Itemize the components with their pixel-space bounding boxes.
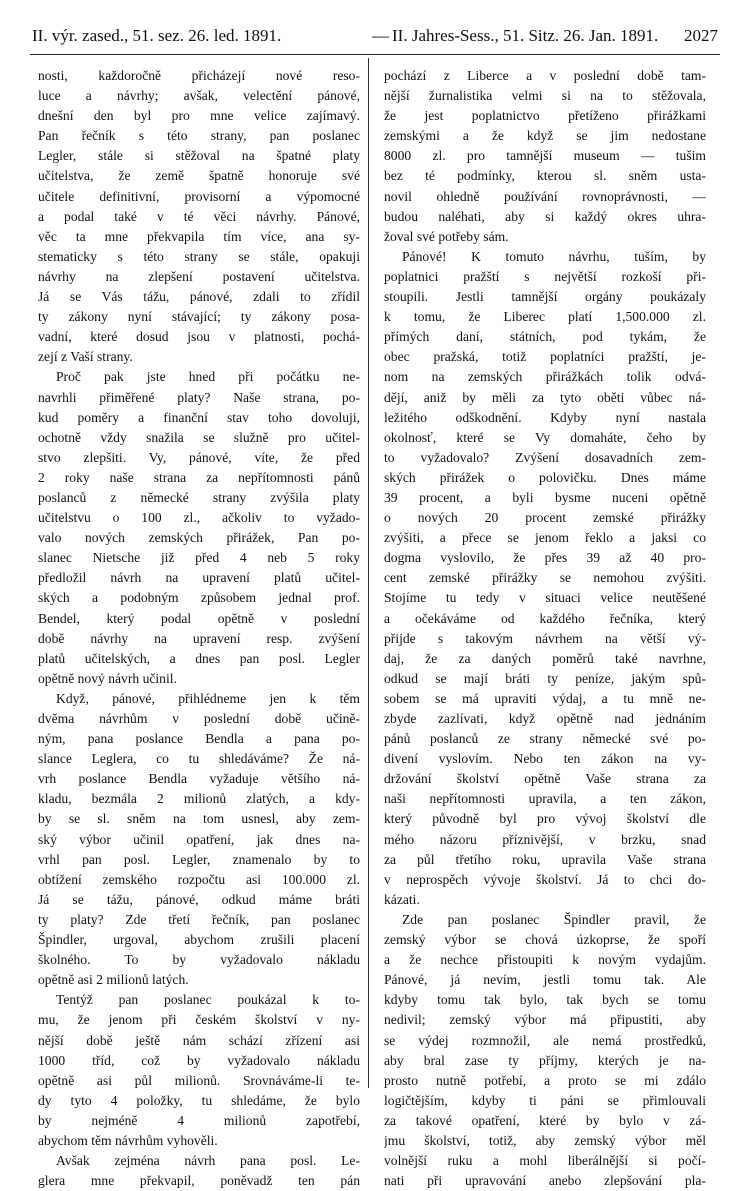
text-line: vrh poslance Bendla vyžaduje většího ná- [38, 771, 360, 787]
text-line: by nejméně 4 milionů zapotřebí, [38, 1112, 360, 1128]
text-line: glera mne překvapil, poněvadž ten pán [38, 1173, 360, 1189]
text-line: věc ta mne překvapila tím více, ana sy- [38, 228, 360, 244]
text-line: za půl třetího roku, upravila Vaše strana [384, 851, 706, 867]
text-line: prosto nutně potřebí, a proto se mi zdálo [384, 1072, 706, 1088]
text-line: ným, pana poslance Bendla a pana po- [38, 731, 360, 747]
text-line: ty platy? Zde třetí řečník, pan poslanec [38, 911, 360, 927]
text-line: naši nepřítomnosti upravila, a ten zákon, [384, 791, 706, 807]
text-line: kud poměry a finanční stav toho dovoluji, [38, 409, 360, 425]
text-line: mu, že jenom při českém školství v ny- [38, 1012, 360, 1028]
right-column [384, 66, 706, 1191]
text-line: Když, pánové, přihlédneme jen k těm [56, 690, 360, 706]
text-line: že jest poplatnictvo přetíženo přirážkami [384, 108, 706, 124]
text-line: to vyžadovalo? Zvýšení dosavadních zem- [384, 449, 706, 465]
text-line: valo nových zemských přirážek, Pan po- [38, 530, 360, 546]
text-line: Já se tážu, pánové, odkud máme bráti [38, 891, 360, 907]
text-line: ležitého odškodnění. Kdyby nyní nastala [384, 409, 706, 425]
text-line: přímých daní, státních, pod tykám, že [384, 329, 706, 345]
text-line: poplatnici pražští s největší rozkoší při- [384, 268, 706, 284]
text-line: slanec Nietsche již před 4 neb 5 roky [38, 550, 360, 566]
text-line: stoupili. Jestli tamnější orgány poukázaly [384, 289, 706, 305]
text-line: učitele definitivní, provisorní a výpomocné [38, 188, 360, 204]
text-line: učitelstva, že země špatně honoruje své [38, 168, 360, 184]
text-line: o nových 20 procent zemské přirážky [384, 510, 706, 526]
text-line: nosti, každoročně přicházejí nové reso- [38, 68, 360, 83]
text-line: Pan řečník s této strany, pan poslanec [38, 128, 360, 144]
text-line: Zde pan poslanec Špindler pravil, že [402, 911, 706, 927]
text-line: stvo zlepšiti. Vy, pánové, víte, že před [38, 449, 360, 465]
text-line: Proč pak jste hned při počátku ne- [56, 369, 360, 385]
text-line: Legler, stále si stěžoval na špatné platy [38, 148, 360, 164]
text-line: ský výbor učinil opatření, jak dnes na- [38, 831, 360, 847]
text-line: kladu, bezmála 2 milionů zlatých, a kdy- [38, 791, 360, 807]
left-column [38, 66, 360, 1191]
text-line: za takové opatření, které by bylo v zá- [384, 1112, 706, 1128]
text-line: přijde s takovým návrhem na větší vý- [384, 630, 706, 646]
text-line: pochází z Liberce a v poslední době tam- [384, 68, 706, 83]
text-line: držování školství opětně Vaše strana za [384, 771, 706, 787]
text-line: kázati. [384, 891, 420, 907]
text-line: vrhl pan posl. Legler, znamenalo by to [38, 851, 360, 867]
text-line: zvýšiti, a přece se jenom řeklo a jaksi co [384, 530, 706, 546]
text-line: a že nechce přistoupiti k novým vydajům. [384, 952, 706, 968]
header-german: II. Jahres-Sess., 51. Sitz. 26. Jan. 1891. [392, 26, 659, 45]
header-czech: II. výr. zased., 51. sez. 26. led. 1891. [32, 26, 282, 45]
text-line: cent zemské přirážky se nemohou zvýšiti. [384, 570, 706, 586]
text-line: Pánové, já nevím, jestli tomu tak. Ale [384, 972, 706, 988]
text-line: Pánové! K tomuto návrhu, tuším, by [402, 248, 706, 264]
text-line: opětně nový návrh učinil. [38, 670, 177, 686]
text-line: logičtějším, kdyby ti páni se přimlouvali [384, 1092, 706, 1108]
text-line: divení vyslovím. Nebo ten zákon na vy- [384, 751, 706, 767]
text-line: zejí z Vaší strany. [38, 349, 133, 365]
text-line: Tentýž pan poslanec poukázal k to- [56, 992, 360, 1008]
text-line: ty zákony nyní stávající; ty zákony posa- [38, 309, 360, 325]
text-line: který původně byl pro vývoj školství dle [384, 811, 706, 827]
text-line: nější žurnalistika velmi si na to stěžovala, [384, 88, 706, 104]
text-line: poslanců z německé strany zvýšila platy [38, 489, 360, 505]
header-dash: — [372, 26, 389, 45]
text-line: opětně asi 2 milionů latých. [38, 972, 189, 988]
text-line: nom na zemských přirážkách tolik odvá- [384, 369, 706, 385]
text-line: pánů poslanců ze strany německé své po- [384, 731, 706, 747]
text-line: nati při upravování anebo zlepšování pla- [384, 1173, 706, 1189]
text-line: ských přirážek o polovičku. Dnes máme [384, 469, 706, 485]
text-line: Špindler, urgoval, abychom zrušili placení [38, 932, 360, 948]
text-line: v neprospěch vývoje školství. Já to chci do- [384, 871, 706, 887]
column-divider [368, 58, 369, 1088]
text-line: vadní, které dosud jsou v platnosti, pochá- [38, 329, 360, 345]
text-line: kdyby tomu tak bylo, tak bych se tomu [384, 992, 706, 1008]
text-line: Avšak zejména návrh pana posl. Le- [56, 1153, 360, 1169]
text-line: zemský výbor se chová úzkoprse, že spoří [384, 932, 706, 948]
text-line: 39 procent, a byli bysme nuceni opětně [384, 489, 706, 505]
text-line: opětně asi půl milionů. Srovnáváme-li te- [38, 1072, 360, 1088]
text-line: luce a návrhy; avšak, velectění pánové, [38, 88, 360, 104]
text-line: Bendel, který podal opětně v poslední [38, 610, 360, 626]
text-line: 2 roky naše strana za nepřítomnosti pánů [38, 469, 360, 485]
text-line: 8000 zl. pro tamnější museum — tušim [384, 148, 706, 164]
text-line: dějí, aniž by měli za tyto oběti vůbec ná- [384, 389, 706, 405]
text-line: jmu školství, totiž, aby zemský výbor měl [384, 1132, 706, 1148]
page-number: 2027 [684, 26, 718, 45]
text-line: dvěma návrhům v poslední době učině- [38, 711, 360, 726]
text-line: navrhli přiměřené platy? Naše strana, po- [38, 389, 360, 405]
text-line: nější době ještě nám schází zřízení asi [38, 1032, 360, 1048]
text-line: školného. To by vyžadovalo nákladu [38, 952, 360, 968]
text-line: 1000 tříd, což by vyžadovalo nákladu [38, 1052, 360, 1068]
text-line: odkud se mají bráti ty peníze, jakým spů- [384, 670, 706, 686]
text-line: aby bral zase ty příjmy, kterých je na- [384, 1052, 706, 1068]
text-line: žoval své potřeby sám. [384, 228, 509, 244]
text-line: sobem se má upraviti výdaj, a tu mně ne- [384, 690, 706, 706]
text-line: daj, že za daných poměrů také navrhne, [384, 650, 706, 666]
text-line: předložil návrh na upravení platů učitel- [38, 570, 360, 586]
text-line: ských a podobným způsobem jednal prof. [38, 590, 360, 606]
text-line: obec pražská, totiž poplatníci pražští, je- [384, 349, 706, 365]
text-line: době návrhy na upravení resp. zvýšení [38, 630, 360, 646]
text-line: dnešní den byl pro mne velice zajímavý. [38, 108, 360, 124]
text-line: k tomu, že Liberec platí 1,500.000 zl. [384, 309, 706, 325]
text-line: zemskými a že když se jim nedostane [384, 128, 706, 144]
text-line: bez té podmínky, kterou sl. sněm usta- [384, 168, 706, 184]
text-line: novil ohledně používání rovnoprávnosti, — [384, 188, 706, 204]
text-line: Stojíme tu tedy v situaci velice neutěšené [384, 590, 706, 606]
text-line: mého názoru příznivější, v brzku, snad [384, 831, 706, 847]
text-line: a očekáváme od každého řečníka, který [384, 610, 706, 626]
text-line: dogma vyslovilo, že přes 39 až 40 pro- [384, 550, 706, 566]
text-line: obtížení zemského rozpočtu asi 100.000 zl. [38, 871, 360, 887]
text-line: návrhy na zlepšení postavení učitelstva. [38, 268, 360, 284]
text-line: zbyde zazlívati, když opětně nad jednáním [384, 711, 706, 726]
text-line: nedivil; zemský výbor má připustiti, aby [384, 1012, 706, 1028]
text-line: budou naléhati, aby si každý okres uhra- [384, 208, 706, 224]
text-line: platů učitelských, a dnes pan posl. Legler [38, 650, 360, 666]
text-line: učitelstvu o 100 zl., ačkoliv to vyžado- [38, 510, 360, 526]
text-line: se výdej rozmnožil, ale nemá prostředků, [384, 1032, 706, 1048]
running-header [32, 26, 718, 50]
text-line: slance Leglera, co tu shledáváme? Že ná- [38, 751, 360, 767]
text-line: okolnosť, které se Vy domaháte, čeho by [384, 429, 706, 445]
text-line: ochotně vždy snažila se služně pro učitel- [38, 429, 360, 445]
text-line: by se sl. sněm na tom usnesl, aby zem- [38, 811, 360, 827]
text-line: Já se Vás tážu, pánové, zdali to zřídil [38, 289, 360, 305]
header-rule [30, 54, 720, 55]
text-line: abychom těm návrhům vyhověli. [38, 1132, 218, 1148]
text-line: volnější ruku a mohl liberálnější si počí- [384, 1153, 706, 1169]
text-line: a podal také v té věci návrhy. Pánové, [38, 208, 360, 224]
text-line: dy tyto 4 položky, tu shledáme, že bylo [38, 1092, 360, 1108]
text-line: stematicky s této strany se stále, opakuji [38, 248, 360, 264]
